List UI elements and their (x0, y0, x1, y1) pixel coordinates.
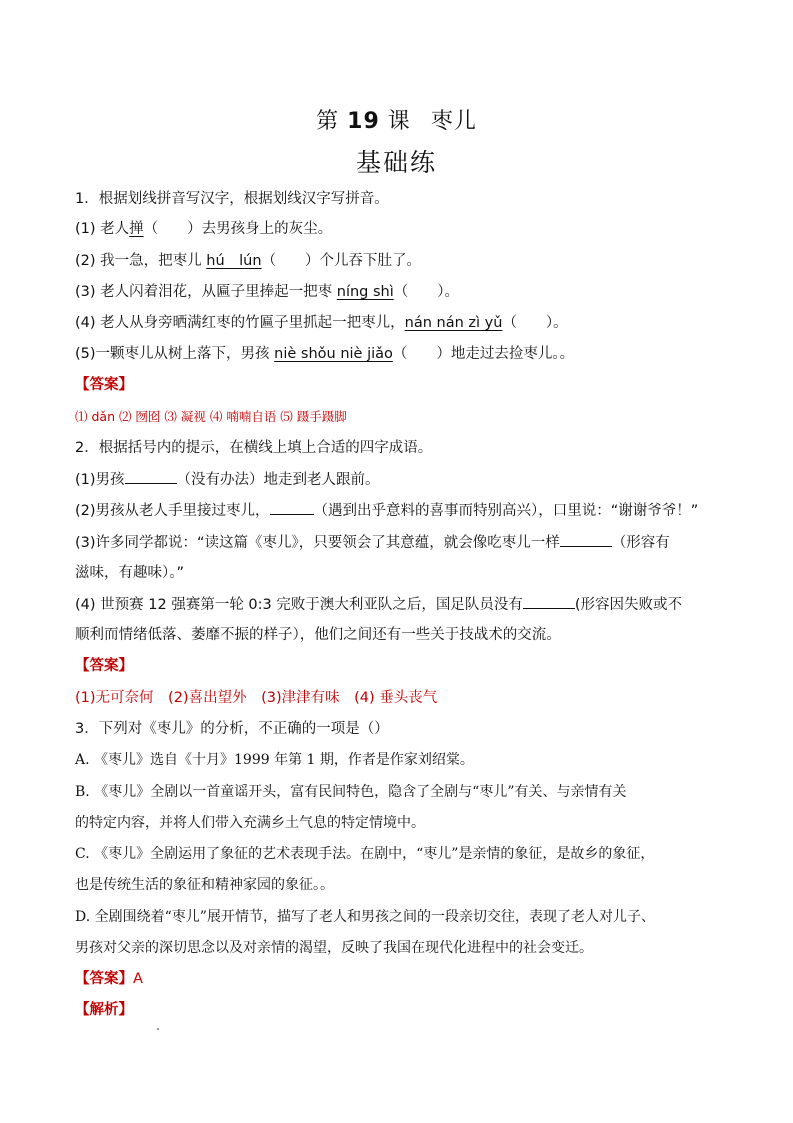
q2-stem: 2．根据括号内的提示，在横线上填上合适的四字成语。 (75, 440, 433, 456)
q2-item-1: (1)男孩 （没有办法）地走到老人跟前。 (75, 469, 380, 490)
q1-item-3: (3) 老人闪着泪花，从匾子里捧起一把枣 níng shì（ ）。 (75, 284, 460, 300)
q3-option-b: B. 《枣儿》全剧以一首童谣开头，富有民间特色，隐含了全剧与“枣儿”有关、与亲情有关 (75, 784, 627, 800)
q3-option-d-cont: 男孩对父亲的深切思念以及对亲情的渴望，反映了我国在现代化进程中的社会变迁。 (75, 940, 593, 956)
q2-item-3-cont: 滋味，有趣味）。” (75, 565, 185, 581)
q2-answer-tag: 【答案】 (75, 658, 133, 674)
q3-option-b-cont: 的特定内容，并将人们带入充满乡土气息的特定情境中。 (75, 815, 425, 831)
q1-item-4: (4) 老人从身旁晒满红枣的竹匾子里抓起一把枣儿，nán nán zì yǔ（ ）。 (75, 315, 568, 331)
q1-item-5: (5)一颗枣儿从树上落下，男孩 niè shǒu niè jiǎo（ ）地走过去捡枣儿。。 (75, 346, 575, 362)
q3-analysis-tag: 【解析】 (75, 1002, 133, 1018)
q2-item-3: (3)许多同学都说：“读这篇《枣儿》，只要领会了其意蕴，就会像吃枣儿一样 （形容有 (75, 532, 670, 553)
q1-stem: 1．根据划线拼音写汉字，根据划线汉字写拼音。 (75, 191, 389, 207)
section-title: 基础练 (355, 148, 437, 177)
q3-option-d: D. 全剧围绕着“枣儿”展开情节，描写了老人和男孩之间的一段亲切交往，表现了老人对儿子、 (75, 909, 655, 925)
lesson-title (0, 104, 793, 135)
q2-item-2: (2)男孩从老人手里接过枣儿， （遇到出乎意料的喜事而特别高兴），口里说：“谢谢爷爷！” (75, 500, 698, 521)
q1-answer-tag: 【答案】 (75, 377, 133, 393)
q2-item-4-cont: 顺利而情绪低落、萎靡不振的样子），他们之间还有一些关于技战术的交流。 (75, 627, 561, 643)
q2-answer: (1)无可奈何 (2)喜出望外 (3)津津有味 (4) 垂头丧气 (75, 690, 438, 706)
q3-option-c-cont: 也是传统生活的象征和精神家园的象征。。 (75, 877, 334, 893)
q3-stem: 3．下列对《枣儿》的分析，不正确的一项是（） (75, 721, 389, 737)
lesson-name: 枣儿 (430, 109, 477, 134)
q3-option-a: A. 《枣儿》选自《十月》1999 年第 1 期，作者是作家刘绍棠。 (75, 752, 474, 768)
q3-answer-tag: 【答案】 (75, 971, 133, 987)
q1-item-2: (2) 我一急，把枣儿 hú lún（ ）个儿吞下肚了。 (75, 253, 422, 269)
q2-item-4: (4) 世预赛 12 强赛第一轮 0:3 完败于澳大利亚队之后，国足队员没有 (形容因失败或不 (75, 594, 682, 615)
stray-dot (157, 1028, 159, 1030)
q3-answer: A (133, 971, 143, 987)
lesson-number: 19 (347, 109, 380, 134)
q3-option-c: C. 《枣儿》全剧运用了象征的艺术表现手法。在剧中，“枣儿”是亲情的象征，是故乡的象征， (75, 846, 655, 862)
q1-item-1: (1) 老人掸（ ）去男孩身上的灰尘。 (75, 221, 333, 237)
q1-answer: ⑴ dǎn ⑵ 囫囵 ⑶ 凝视 ⑷ 喃喃自语 ⑸ 蹑手蹑脚 (75, 409, 347, 424)
lesson-prefix: 第 (316, 109, 340, 134)
q3-answer-line (75, 969, 143, 989)
lesson-suffix: 课 (387, 109, 411, 134)
